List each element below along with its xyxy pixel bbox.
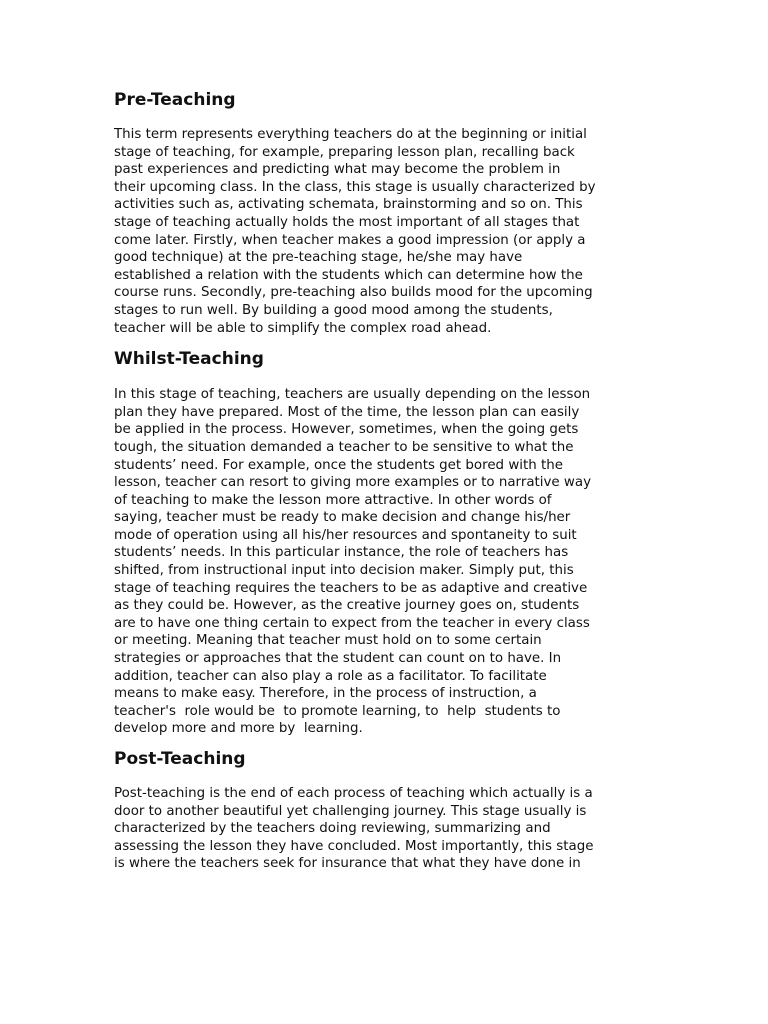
document-page [114, 88, 659, 873]
section-heading-whilst-teaching: Whilst-Teaching [114, 349, 264, 370]
section-body-post-teaching: Post-teaching is the end of each process of teaching which actually is a door to another beautiful yet challenging journey. This stage usually is characterized by the teachers doing reviewing, summarizing and assessing the lesson they have concluded. Most importantly, this stage is where the teachers seek for insurance that what they have done in [114, 786, 594, 872]
section-body-pre-teaching: This term represents everything teachers do at the beginning or initial stage of teaching, for example, preparing lesson plan, recalling back past experiences and predicting what may become the problem in their upcoming class. In the class, this stage is usually characterized by activities such as, activating schemata, brainstorming and so on. This stage of teaching actually holds the most important of all stages that come later. Firstly, when teacher makes a good impression (or apply a good technique) at the pre-teaching stage, he/she may have established a relation with the students which can determine how the course runs. Secondly, pre-teaching also builds mood for the upcoming stages to run well. By building a good mood among the students, teacher will be able to simplify the complex road ahead. [114, 127, 596, 336]
section-heading-pre-teaching: Pre-Teaching [114, 90, 236, 110]
section-heading-post-teaching: Post-Teaching [114, 749, 246, 769]
section-body-whilst-teaching: In this stage of teaching, teachers are usually depending on the lesson plan they have prepared. Most of the time, the lesson plan can easily be applied in the process. However, sometimes, when the going gets tough, the situation demanded a teacher to be sensitive to what the students’ need. For example, once the students get bored with the lesson, teacher can resort to giving more examples or to narrative way of teaching to make the lesson more attractive. In other words of saying, teacher must be ready to make decision and change his/her mode of operation using all his/her resources and spontaneity to suit students’ needs. In this particular instance, the role of teachers has shifted, from instructional input into decision maker. Simply put, this stage of teaching requires the teachers to be as adaptive and creative as they could be. However, as the creative journey goes on, students are to have one thing certain to expect from the teacher in every class or meeting. Meaning that teacher must hold on to some certain strategies or approaches that the student can count on to have. In addition, teacher can also play a role as a facilitator. To facilitate means to make easy. Therefore, in the process of instruction, a teacher's role would be to promote learning, to help students to develop more and more by learning. [114, 387, 592, 737]
